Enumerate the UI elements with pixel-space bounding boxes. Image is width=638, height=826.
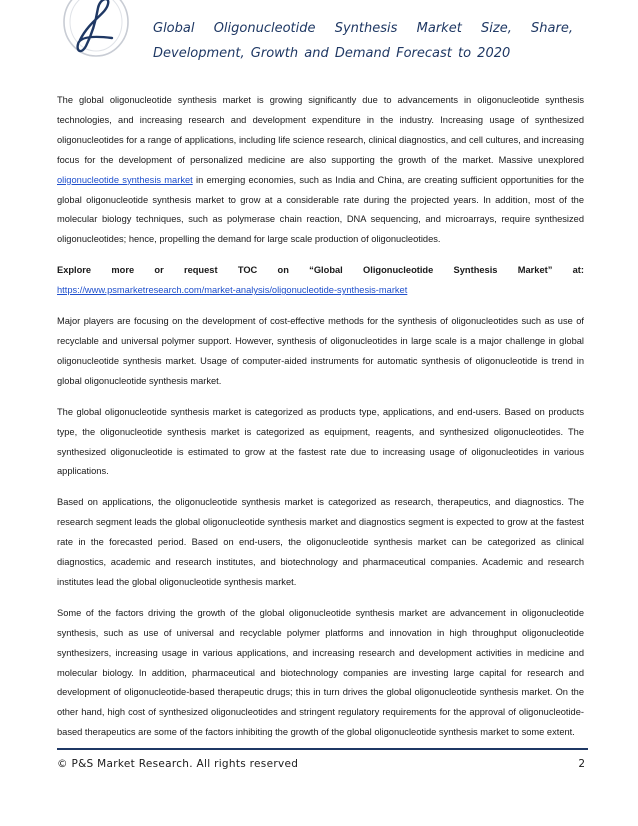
market-inline-link[interactable]: oligonucleotide synthesis market [57,174,193,185]
page-title: Global Oligonucleotide Synthesis Market Size, Share, Development, Growth and Demand Forecast to 2020 [153,21,573,61]
paragraph-applications: Based on applications, the oligonucleotide synthesis market is categorized as research, therapeutics, and diagnostics. The research segment leads the global oligonucleotide synthesis market and diagnostics segment is expected to grow at the fastest rate in the forecasted period. Based on end-users, the oligonucleotide synthesis market can be categorized as clinical diagnostics, academic and research institutes, and biotechnology and pharmaceutical companies. Academic and research institutes lead the global oligonucleotide synthesis market. [57,497,584,587]
footer-copyright: © P&S Market Research. All rights reserved [57,758,299,770]
document-body [57,91,584,754]
page-header [0,0,638,64]
paragraph-intro-text-end: in emerging economies, such as India and China, are creating sufficient opportunities for the global oligonucleotide synthesis market to grow at a considerable rate during the projected years. In addition, most of the molecular biology techniques, such as polymerase chain reaction, DNA sequencing, and microarrays, require synthesized oligonucleotides; hence, propelling the demand for large scale production of oligonucleotides. [57,174,584,245]
paragraph-major-players: Major players are focusing on the development of cost-effective methods for the synthesis of oligonucleotides such as use of recyclable and universal polymer support. However, synthesis of oligonucleotides in large scale is a major challenge in global oligonucleotide synthesis market. Usage of computer-aided instruments for automatic synthesis of oligonucleotide is trend in global oligonucleotide synthesis market. [57,316,584,386]
explore-heading: Explore more or request TOC on “Global Oligonucleotide Synthesis Market” at: [57,265,584,276]
paragraph-growth-factors: Some of the factors driving the growth of the global oligonucleotide synthesis market are advancement in oligonucleotide synthesis, such as use of universal and recyclable polymer platforms and innovation in high throughput oligonucleotide synthesizers, increasing usage in various applications, and increasing research and development activities in medicine and molecular biology. In addition, pharmaceutical and biotechnology companies are investing large capital for research and development of oligonucleotide-based therapeutic drugs; this in turn drives the global oligonucleotide synthesis market. On the other hand, high cost of synthesized oligonucleotides and stringent regulatory requirements for the approval of oligonucleotide-based therapeutics are some of the factors inhibiting the growth of the global oligonucleotide synthesis market to some extent. [57,607,584,738]
paragraph-intro [57,91,584,250]
report-url-link[interactable]: https://www.psmarketresearch.com/market-analysis/oligonucleotide-synthesis-market [57,285,408,296]
footer-divider [57,748,588,750]
company-logo-icon [60,0,132,58]
paragraph-explore [57,261,584,301]
paragraph-intro-text-start: The global oligonucleotide synthesis market is growing significantly due to advancements in oligonucleotide synthesis technologies, and increasing research and development expenditure in the industry. Increasing usage of synthesized oligonucleotides for a range of applications, including life science research, clinical diagnostics, and cell cultures, and increasing focus for the development of personalized medicine are also supporting the growth of the market. Massive unexplored [57,95,584,165]
paragraph-categories: The global oligonucleotide synthesis market is categorized as products type, applications, and end-users. Based on products type, the oligonucleotide synthesis market is categorized as equipment, reagents, and synthesized oligonucleotides. The synthesized oligonucleotide is estimated to grow at the fastest rate due to increasing usage of oligonucleotides in various applications. [57,406,584,477]
page-number: 2 [578,758,585,770]
